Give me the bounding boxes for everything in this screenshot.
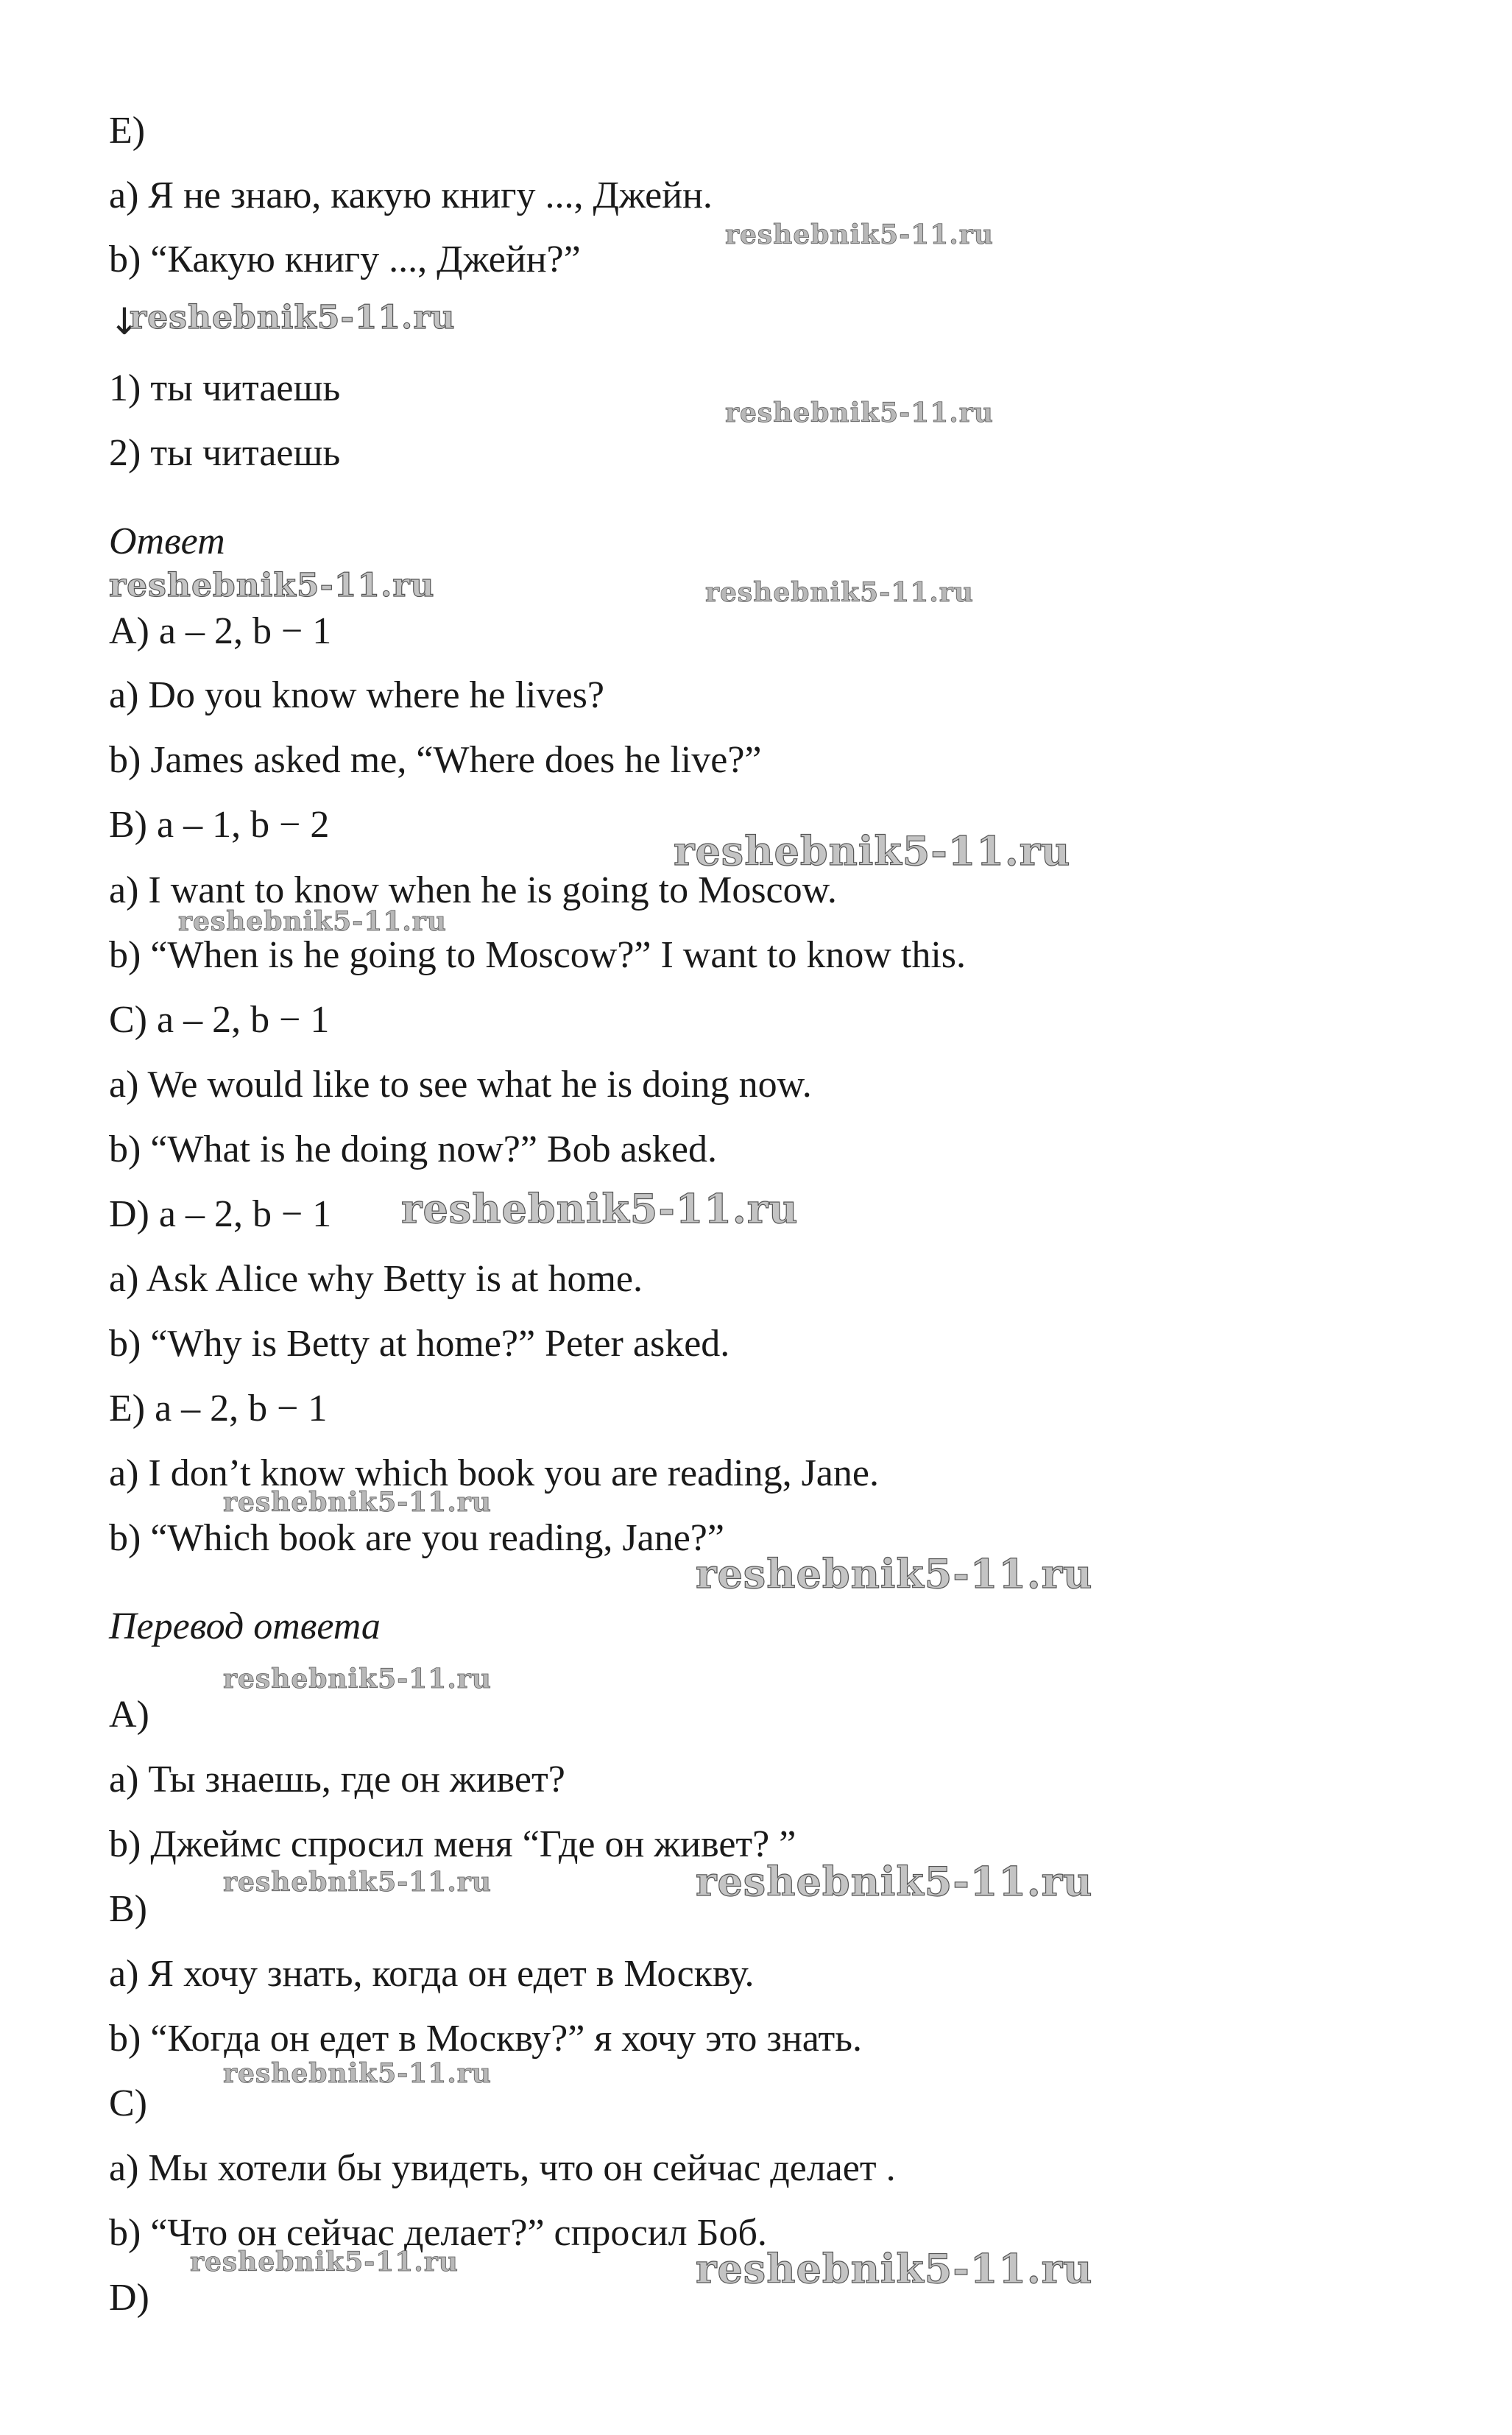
watermark: reshebnik5-11.ru (223, 1867, 492, 1898)
translation-key: D) (109, 2277, 149, 2319)
answer-line-b: b) “When is he going to Moscow?” I want to know this. (109, 934, 967, 976)
translation-line-a: a) Ты знаешь, где он живет? (109, 1759, 565, 1800)
answer-key: D) a – 2, b − 1 (109, 1193, 332, 1235)
task-label: E) (109, 110, 146, 152)
answer-key: A) a – 2, b − 1 (109, 610, 332, 652)
answer-line-a: a) I want to know when he is going to Moscow. (109, 869, 837, 911)
answer-key: B) a – 1, b − 2 (109, 804, 330, 846)
watermark: reshebnik5-11.ru (223, 1487, 492, 1518)
watermark: reshebnik5-11.ru (696, 1550, 1093, 1597)
watermark: reshebnik5-11.ru (223, 1664, 492, 1694)
answer-line-a: a) Ask Alice why Betty is at home. (109, 1258, 643, 1300)
task-option-2: 2) ты читаешь (109, 432, 341, 474)
translation-line-b: b) “Когда он едет в Москву?” я хочу это знать. (109, 2018, 862, 2060)
watermark: reshebnik5-11.ru (725, 397, 994, 428)
translation-line-a: a) Я хочу знать, когда он едет в Москву. (109, 1953, 755, 1995)
translation-line-a: a) Мы хотели бы увидеть, что он сейчас делает . (109, 2147, 896, 2189)
answer-line-a: a) Do you know where he lives? (109, 674, 604, 716)
watermark: reshebnik5-11.ru (401, 1185, 799, 1232)
watermark: reshebnik5-11.ru (223, 2058, 492, 2089)
watermark: reshebnik5-11.ru (178, 906, 447, 937)
answer-heading: Ответ (109, 520, 225, 562)
task-option-1: 1) ты читаешь (109, 367, 341, 409)
task-line-b: b) “Какую книгу ..., Джейн?” (109, 238, 581, 280)
translation-key: C) (109, 2082, 147, 2124)
watermark: reshebnik5-11.ru (190, 2247, 459, 2277)
task-line-a: a) Я не знаю, какую книгу ..., Джейн. (109, 174, 713, 216)
down-arrow-icon: ↓ (109, 300, 140, 343)
watermark: reshebnik5-11.ru (696, 1858, 1093, 1905)
watermark: reshebnik5-11.ru (696, 2245, 1093, 2292)
answer-key: E) a – 2, b − 1 (109, 1388, 328, 1429)
watermark: reshebnik5-11.ru (130, 299, 456, 336)
translation-line-b: b) “Что он сейчас делает?” спросил Боб. (109, 2212, 767, 2254)
answer-key: C) a – 2, b − 1 (109, 999, 330, 1041)
answer-line-b: b) “What is he doing now?” Bob asked. (109, 1128, 718, 1170)
watermark: reshebnik5-11.ru (109, 567, 435, 604)
answer-line-a: a) We would like to see what he is doing now. (109, 1064, 812, 1106)
watermark: reshebnik5-11.ru (674, 827, 1071, 874)
watermark: reshebnik5-11.ru (705, 577, 974, 608)
answer-line-b: b) “Which book are you reading, Jane?” (109, 1517, 724, 1559)
answer-line-b: b) “Why is Betty at home?” Peter asked. (109, 1323, 730, 1365)
translation-key: B) (109, 1888, 147, 1930)
translation-heading: Перевод ответа (109, 1605, 381, 1647)
translation-key: A) (109, 1694, 149, 1736)
translation-line-b: b) Джеймс спросил меня “Где он живет? ” (109, 1823, 796, 1865)
answer-line-b: b) James asked me, “Where does he live?” (109, 739, 762, 781)
watermark: reshebnik5-11.ru (725, 219, 994, 250)
answer-line-a: a) I don’t know which book you are reading, Jane. (109, 1452, 879, 1494)
